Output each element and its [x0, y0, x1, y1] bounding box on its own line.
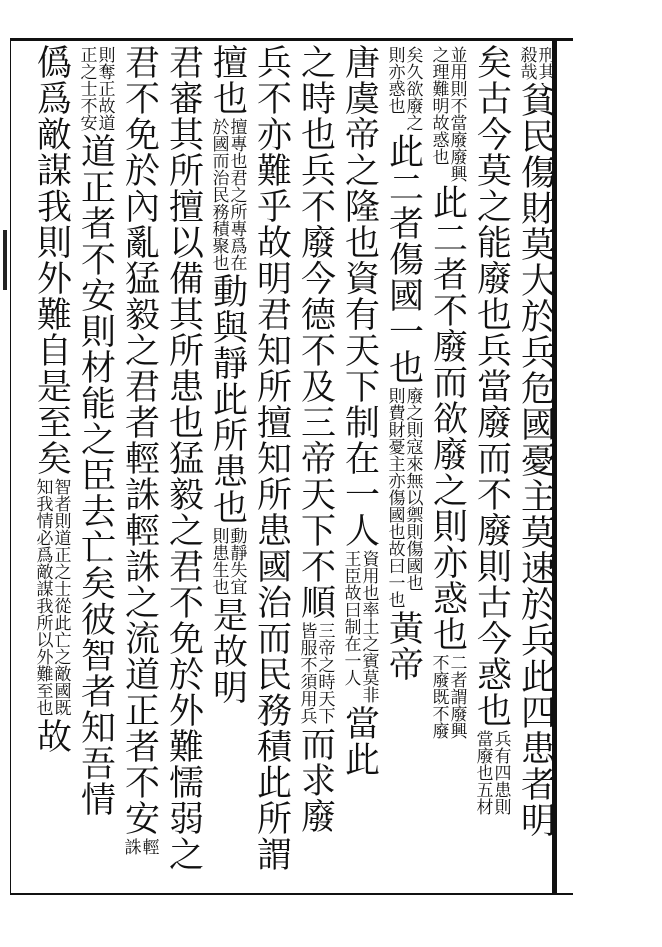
text-column: [383, 44, 423, 682]
commentary-line: 資用也率土之賓莫非: [358, 550, 379, 703]
main-text: 道正者不安則材能之臣去亡矣彼智者知吾情: [75, 133, 116, 817]
main-text: 動與靜此所患也: [207, 273, 248, 525]
commentary-note: [430, 46, 465, 182]
commentary-line: 正之士不安: [76, 46, 97, 131]
main-text: 兵不亦難乎故明君知所擅知所患國治而民務積此所謂: [251, 44, 292, 872]
commentary-line: 之理難明故惑也: [428, 46, 449, 165]
binding-mark: [3, 230, 7, 290]
commentary-line: 刑其: [534, 46, 555, 80]
main-text: 矣古今莫之能廢也兵當廢而不廢則古今惑也: [471, 44, 512, 728]
commentary-note: [430, 654, 465, 739]
main-text: 貧民傷財莫大於兵危國憂主莫速於兵此四患者明: [515, 82, 556, 838]
commentary-note: [298, 622, 333, 724]
commentary-line: 兵有四患則: [490, 730, 511, 815]
commentary-note: [518, 46, 553, 80]
commentary-note: [34, 478, 69, 716]
commentary-line: 智者則道正之士從此亡之敵國既: [50, 478, 71, 716]
text-column: [31, 44, 71, 754]
commentary-note: [210, 527, 245, 595]
main-text: 唐虞帝之隆也資有天下制在一人: [339, 44, 380, 548]
main-text: 君審其所擅以備其所患也猛毅之君不免於外難懦弱之: [163, 44, 204, 872]
commentary-line: 於國而治民務積聚也: [208, 118, 229, 271]
text-column: [339, 44, 379, 777]
commentary-line: 矣久欲廢之: [402, 46, 423, 131]
commentary-line: 二者謂廢興: [446, 654, 467, 739]
commentary-line: 當廢也五材: [472, 730, 493, 815]
commentary-line: 王臣故曰制在一人: [340, 550, 361, 686]
text-column: [427, 44, 467, 741]
text-column: [471, 44, 511, 817]
text-column: [119, 44, 159, 857]
commentary-line: 擅專也君之所專爲在: [226, 118, 247, 271]
main-text: 黃帝: [383, 610, 424, 682]
commentary-line: 動靜失宜: [226, 527, 247, 595]
commentary-line: 皆服不須用兵: [296, 622, 317, 724]
text-column: [75, 44, 115, 817]
main-text: 僞爲敵謀我則外難自是至矣: [31, 44, 72, 476]
main-text: 君不免於內亂猛毅之君者輕誅輕誅之流道正者不安: [119, 44, 160, 836]
commentary-line: 廢之則寇來無以禦則傷國也: [402, 387, 423, 591]
main-text: 擅也: [207, 44, 248, 116]
commentary-note: [386, 387, 421, 608]
commentary-note: [210, 118, 245, 271]
commentary-line: 輕: [138, 838, 159, 855]
commentary-line: 則費財憂主亦傷國也故曰一也: [384, 387, 405, 608]
commentary-note: [78, 46, 113, 131]
commentary-note: [122, 838, 157, 855]
commentary-note: [386, 46, 421, 131]
main-text: 而求廢: [295, 726, 336, 834]
commentary-line: 殺哉: [516, 46, 537, 80]
commentary-line: 誅: [120, 838, 141, 855]
commentary-line: 不廢既不廢: [428, 654, 449, 739]
text-column: [251, 44, 291, 872]
commentary-line: 則奪正故道: [94, 46, 115, 131]
commentary-line: 則患生也: [208, 527, 229, 595]
main-text: 此二者傷國一也: [383, 133, 424, 385]
main-text: 此二者不廢而欲廢之則亦惑也: [427, 184, 468, 652]
main-text: 故: [31, 718, 72, 754]
commentary-line: 並用則不當廢廢興: [446, 46, 467, 182]
main-text: 之時也兵不廢今德不及三帝天下不順: [295, 44, 336, 620]
commentary-line: 則亦惑也: [384, 46, 405, 114]
text-column: [295, 44, 335, 834]
commentary-note: [342, 550, 377, 703]
text-column: [163, 44, 203, 872]
commentary-line: 三帝之時天下: [314, 622, 335, 724]
main-text: 當此: [339, 705, 380, 777]
main-text: 是故明: [207, 597, 248, 705]
commentary-note: [474, 730, 509, 815]
commentary-line: 知我情必爲敵謀我所以外難至也: [32, 478, 53, 716]
text-column: [207, 44, 247, 705]
text-column: [515, 44, 555, 838]
